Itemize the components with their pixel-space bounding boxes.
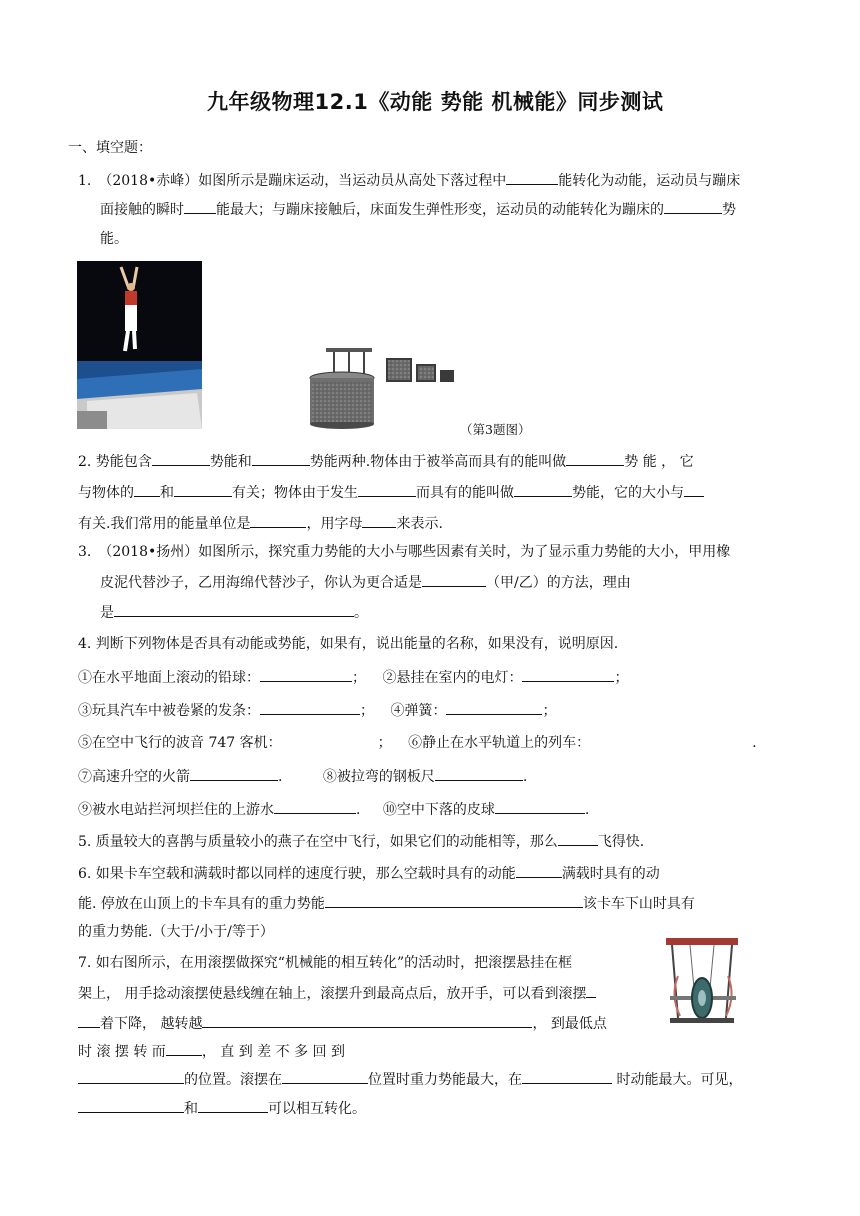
answer-blank[interactable]: [260, 700, 360, 715]
question-6-line-1: 6. 如果卡车空载和满载时都以同样的速度行驶，那么空载时具有的动能 满载时具有的动: [78, 863, 660, 884]
answer-blank[interactable]: [274, 799, 356, 814]
question-7-line-5: 的位置。滚摆在 位置时重力势能最大，在 时动能最大。可见，: [78, 1069, 742, 1090]
answer-blank[interactable]: [166, 1041, 202, 1056]
answer-blank[interactable]: [250, 513, 306, 528]
answer-blank[interactable]: [325, 893, 583, 908]
answer-blank[interactable]: [114, 602, 354, 617]
answer-blank[interactable]: [684, 482, 704, 497]
answer-blank[interactable]: [78, 1013, 100, 1028]
answer-blank[interactable]: [78, 1098, 184, 1113]
answer-blank[interactable]: [152, 451, 210, 466]
question-7-line-6: 和 可以相互转化。: [78, 1098, 366, 1119]
question-3-line-2: 皮泥代替沙子，乙用海绵代替沙子，你认为更合适是 （甲/乙）的方法，理由: [100, 572, 631, 593]
question-7-line-4: 时 滚 摆 转 而 ， 直 到 差 不 多 回 到: [78, 1041, 345, 1062]
question-2-line-2: 与物体的 和 有关；物体由于发生 而具有的能叫做 势能，它的大小与: [78, 482, 704, 503]
question-4-row-1: ①在水平地面上滚动的铅球： ； ②悬挂在室内的电灯： ；: [78, 667, 628, 688]
trampoline-image: [77, 261, 202, 429]
answer-blank[interactable]: [566, 451, 624, 466]
answer-blank[interactable]: [506, 170, 558, 185]
answer-blank[interactable]: [435, 766, 523, 781]
answer-blank[interactable]: [362, 513, 396, 528]
question-1-line-3: 能。: [100, 231, 128, 247]
apparatus-image: [308, 344, 458, 430]
roll-pendulum-image: [660, 936, 742, 1034]
answer-blank[interactable]: [422, 572, 486, 587]
answer-blank[interactable]: [134, 482, 160, 497]
answer-blank[interactable]: [664, 199, 722, 214]
question-3-line-3: 是 。: [100, 602, 368, 623]
question-3-line-1: 3. （2018•扬州）如图所示，探究重力势能的大小与哪些因素有关时，为了显示重力势能的大小，甲用橡: [78, 544, 731, 560]
trampoline-photo: [77, 261, 202, 429]
question-1-line-1: 1. （2018•赤峰）如图所示是蹦床运动，当运动员从高处下落过程中 能转化为动能，运动员与蹦床: [78, 170, 740, 191]
answer-blank[interactable]: [558, 831, 598, 846]
answer-blank[interactable]: [516, 863, 562, 878]
question-6-line-3: 的重力势能.（大于/小于/等于）: [78, 924, 274, 940]
answer-blank[interactable]: [514, 482, 572, 497]
answer-blank[interactable]: [586, 983, 596, 998]
answer-blank[interactable]: [190, 766, 278, 781]
answer-blank[interactable]: [252, 451, 310, 466]
question-4-row-5: ⑨被水电站拦河坝拦住的上游水 . ⑩空中下落的皮球 .: [78, 799, 589, 820]
page-title: 九年级物理12.1《动能 势能 机械能》同步测试: [207, 90, 664, 114]
answer-blank[interactable]: [198, 1098, 268, 1113]
question-2-line-3: 有关.我们常用的能量单位是 ，用字母 来表示.: [78, 513, 443, 534]
question-7-line-1: 7. 如右图所示，在用滚摆做探究“机械能的相互转化”的活动时，把滚摆悬挂在框: [78, 955, 573, 971]
question-1-line-2: 面接触的瞬时 能最大；与蹦床接触后，床面发生弹性形变，运动员的动能转化为蹦床的 势: [100, 199, 736, 220]
gravity-potential-apparatus: [308, 344, 458, 430]
answer-blank[interactable]: [446, 700, 542, 715]
question-7-line-3: 着下降， 越转越 ， 到最低点: [78, 1013, 607, 1034]
question-5: 5. 质量较大的喜鹊与质量较小的燕子在空中飞行，如果它们的动能相等，那么 飞得快.: [78, 831, 644, 852]
section-heading: 一、填空题：: [68, 140, 152, 156]
answer-blank[interactable]: [495, 799, 585, 814]
answer-blank[interactable]: [358, 482, 416, 497]
answer-blank[interactable]: [522, 1069, 612, 1084]
question-4-row-2: ③玩具汽车中被卷紧的发条： ； ④弹簧： ；: [78, 700, 556, 721]
answer-blank[interactable]: [282, 1069, 368, 1084]
question-4-intro: 4. 判断下列物体是否具有动能或势能，如果有，说出能量的名称，如果没有，说明原因.: [78, 636, 619, 652]
question-4-row-4: ⑦高速升空的火箭 . ⑧被拉弯的钢板尺 .: [78, 766, 527, 787]
question-6-line-2: 能. 停放在山顶上的卡车具有的重力势能 该卡车下山时具有: [78, 893, 695, 914]
answer-blank[interactable]: [174, 482, 232, 497]
figure-3-caption: （第3题图）: [460, 422, 531, 437]
answer-blank[interactable]: [78, 1069, 184, 1084]
question-7-line-2: 架上， 用手捻动滚摆使悬线缠在轴上，滚摆升到最高点后，放开手，可以看到滚摆: [78, 983, 596, 1004]
answer-blank[interactable]: [202, 1013, 532, 1028]
answer-blank[interactable]: [260, 667, 352, 682]
answer-blank[interactable]: [184, 199, 216, 214]
maxwell-wheel-figure: [660, 936, 742, 1034]
question-4-row-3: ⑤在空中飞行的波音 747 客机： ； ⑥静止在水平轨道上的列车： .: [78, 735, 757, 751]
answer-blank[interactable]: [522, 667, 614, 682]
question-2-line-1: 2. 势能包含 势能和 势能两种.物体由于被举高而具有的能叫做 势 能 ， 它: [78, 451, 694, 472]
